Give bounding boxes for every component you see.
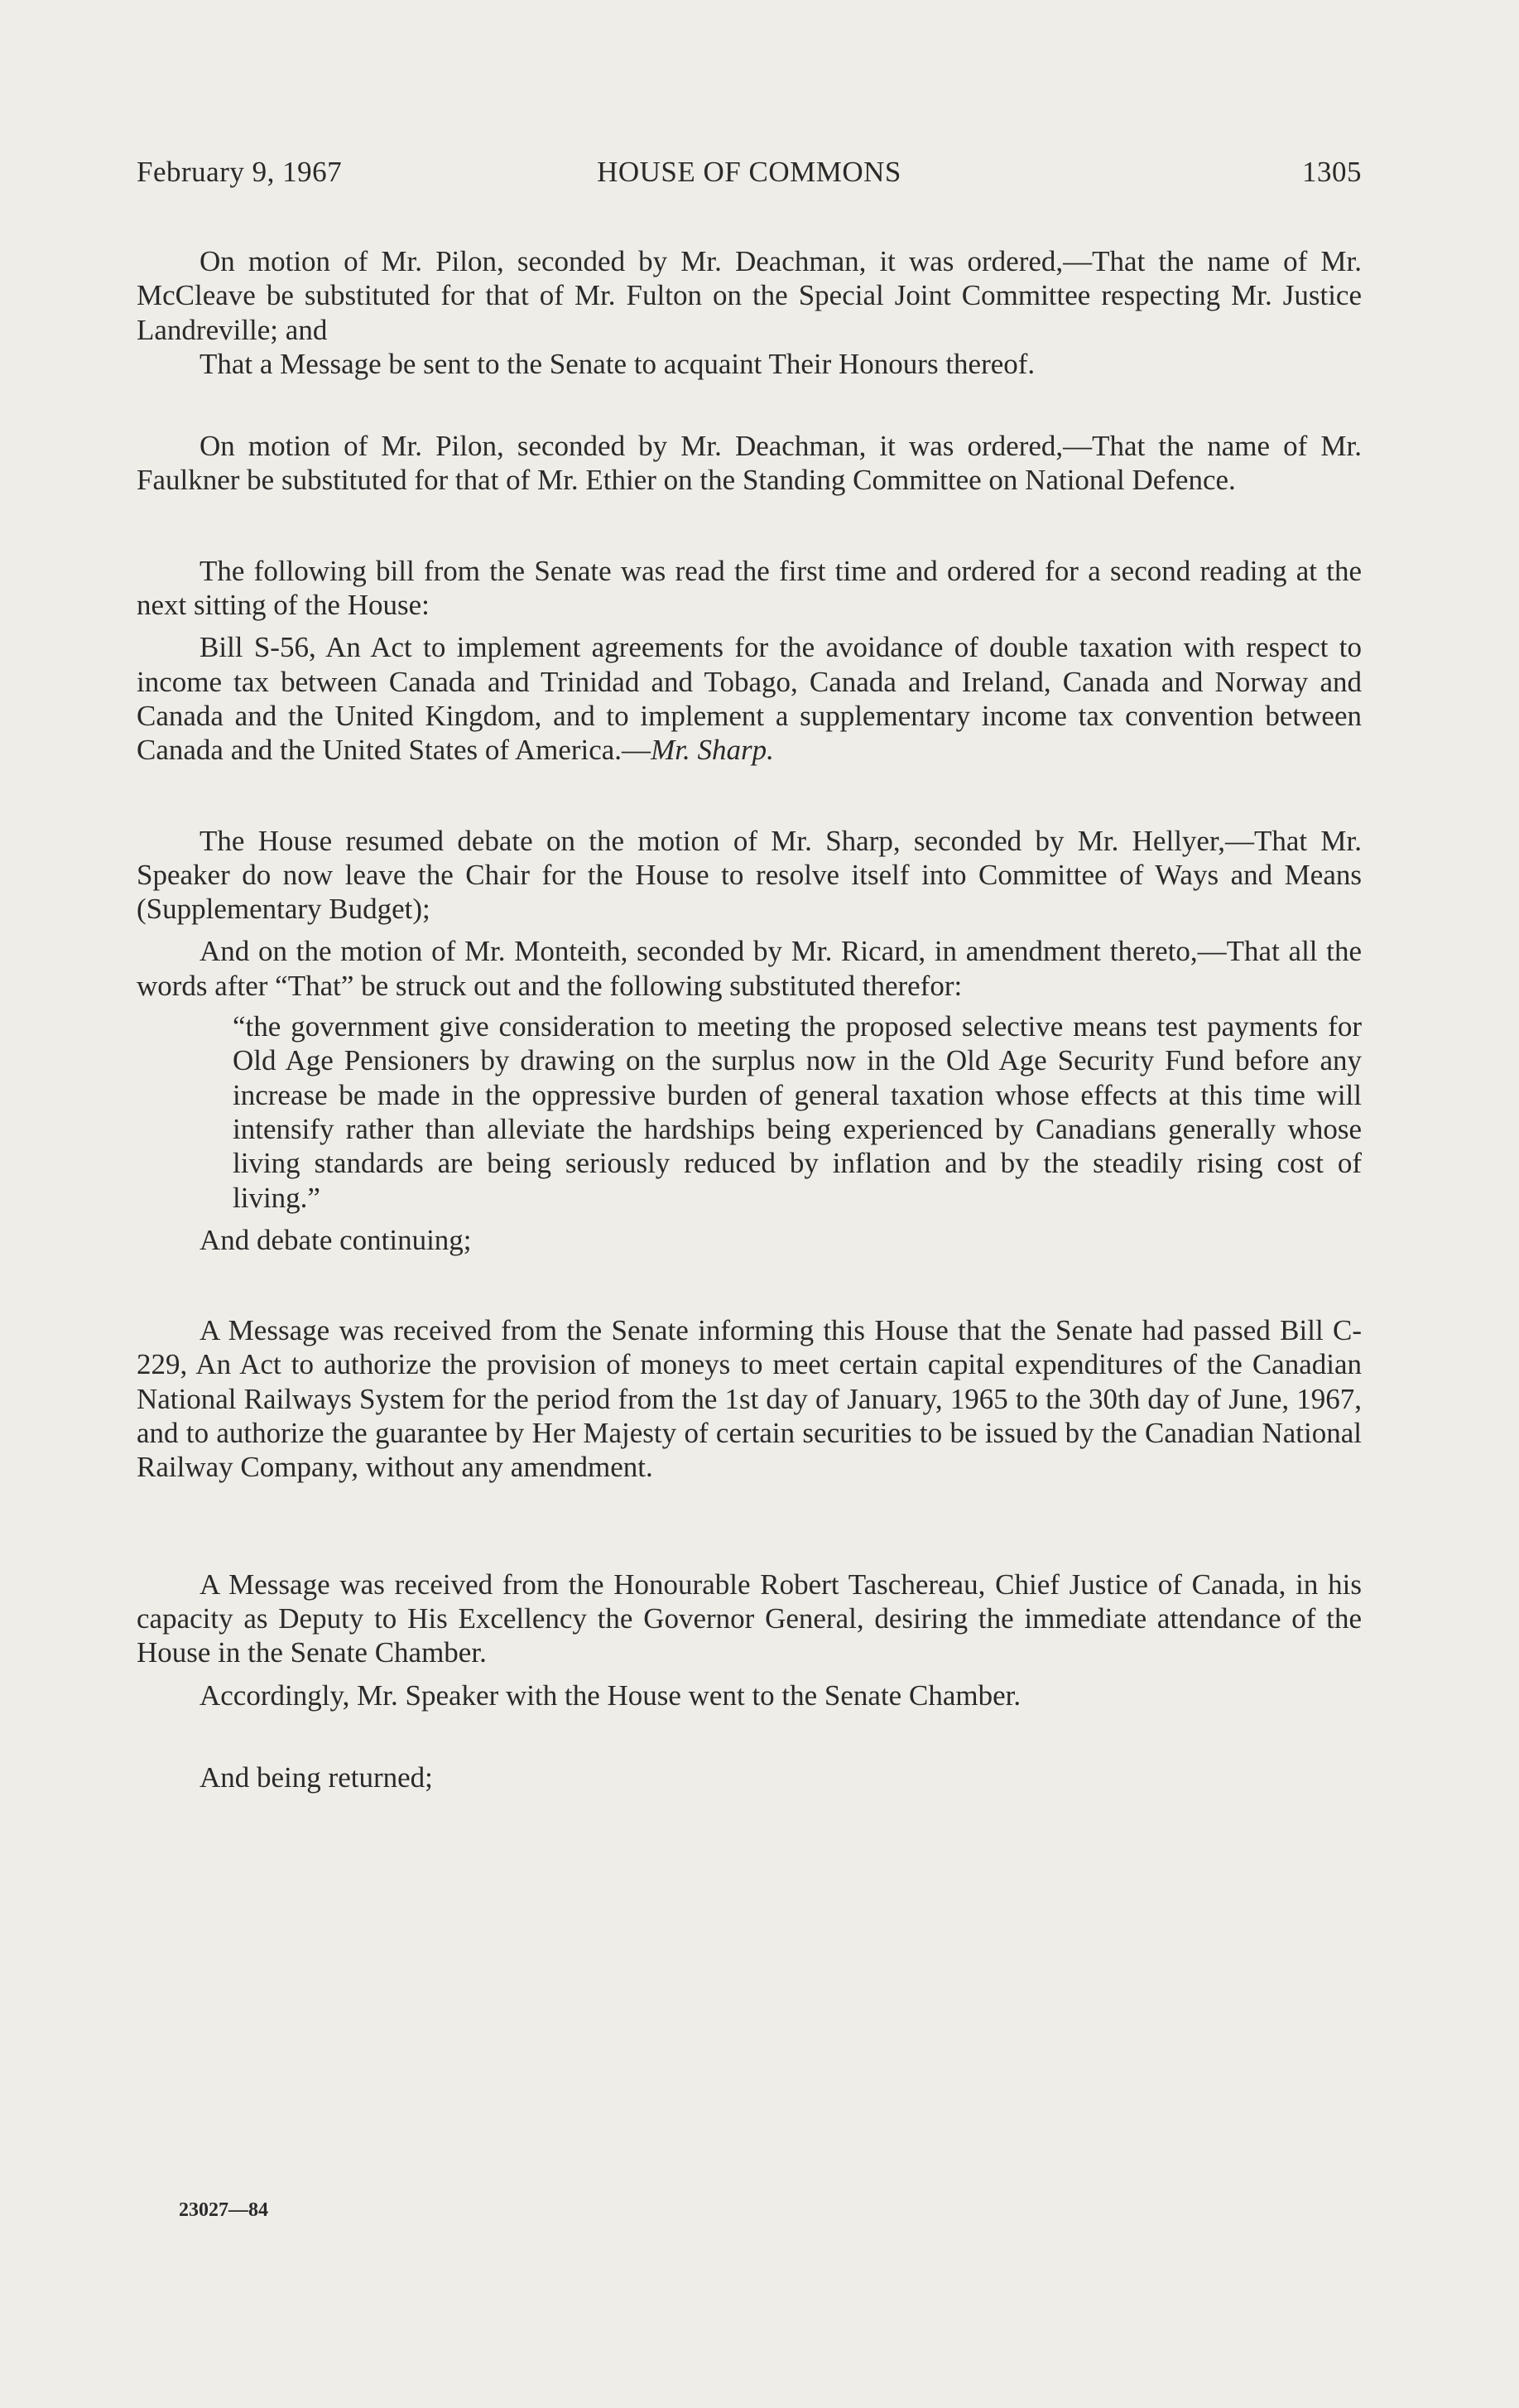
paragraph-senate-bill-first-reading: The following bill from the Senate was read the first time and ordered for a second reading at the next sitting of the House: bbox=[137, 554, 1362, 622]
printer-code: 23027—84 bbox=[179, 2199, 268, 2221]
paragraph-speaker-to-senate: Accordingly, Mr. Speaker with the House went to the Senate Chamber. bbox=[199, 1678, 1021, 1712]
paragraph-bill-s56 bbox=[137, 630, 1362, 767]
section-divider bbox=[137, 768, 1362, 824]
paragraph-senate-message-order: That a Message be sent to the Senate to acquaint Their Honours thereof. bbox=[199, 347, 1036, 380]
section-divider bbox=[137, 1712, 1362, 1760]
section-divider bbox=[137, 1485, 1362, 1568]
paragraph-amendment: And on the motion of Mr. Monteith, seconded by Mr. Ricard, in amendment thereto,—That all the words after “That” be struck out and the following substituted therefor: bbox=[137, 935, 1362, 1002]
paragraph-being-returned: And being returned; bbox=[199, 1760, 433, 1794]
amendment-quote: “the government give consideration to meeting the proposed selective means test payments for Old Age Pensioners by drawing on the surplus now in the Old Age Security Fund before any increase be made in the oppressive burden of general taxation whose effects at this time will intensify rather than alleviate the hardships being experienced by Canadians generally whose living standards are being seriously reduced by inflation and by the steadily rising cost of living.” bbox=[233, 1010, 1362, 1214]
page-header bbox=[137, 156, 1362, 192]
section-divider bbox=[137, 1257, 1362, 1313]
page-number: 1305 bbox=[1302, 156, 1362, 188]
page-body bbox=[137, 244, 1362, 1794]
paragraph-senate-message-c229: A Message was received from the Senate informing this House that the Senate had passed Bill C-229, An Act to authorize the provision of moneys to meet certain capital expenditures of the Canadian National Railways System for the period from the 1st day of January, 1965 to the 30th day of June, 1967, and to authorize the guarantee by Her Majesty of certain securities to be issued by the Canadian National Railway Company, without any amendment. bbox=[137, 1314, 1362, 1484]
paragraph-faulkner-substitution: On motion of Mr. Pilon, seconded by Mr. Deachman, it was ordered,—That the name of Mr. Faulkner be substituted for that of Mr. Ethier on the Standing Committee on National Defence. bbox=[137, 430, 1362, 497]
header-date: February 9, 1967 bbox=[137, 156, 343, 188]
bill-sponsor: Mr. Sharp. bbox=[651, 734, 774, 767]
paragraph-debate-continuing: And debate continuing; bbox=[199, 1223, 472, 1256]
section-divider bbox=[137, 381, 1362, 429]
section-divider bbox=[137, 498, 1362, 554]
paragraph-resumed-debate: The House resumed debate on the motion of Mr. Sharp, seconded by Mr. Hellyer,—That Mr. Speaker do now leave the Chair for the House to resolve itself into Committee of Ways and Means (Supplementary Budget); bbox=[137, 824, 1362, 926]
header-title: HOUSE OF COMMONS bbox=[597, 156, 901, 188]
bill-s56-text: Bill S-56, An Act to implement agreements for the avoidance of double taxation with respect to income tax between Canada and Trinidad and Tobago, Canada and Ireland, Canada and Norway and Canada and the United Kingdom, and to implement a supplementary income tax convention between Canada and the United States of America.— bbox=[137, 631, 1362, 767]
paragraph-mccleave-substitution: On motion of Mr. Pilon, seconded by Mr. Deachman, it was ordered,—That the name of Mr. McCleave be substituted for that of Mr. Fulton on the Special Joint Committee respecting Mr. Justice Landreville; and bbox=[137, 245, 1362, 346]
paragraph-chief-justice-message: A Message was received from the Honourable Robert Taschereau, Chief Justice of Canada, in his capacity as Deputy to His Excellency the Governor General, desiring the immediate attendance of the House in the Senate Chamber. bbox=[137, 1568, 1362, 1669]
